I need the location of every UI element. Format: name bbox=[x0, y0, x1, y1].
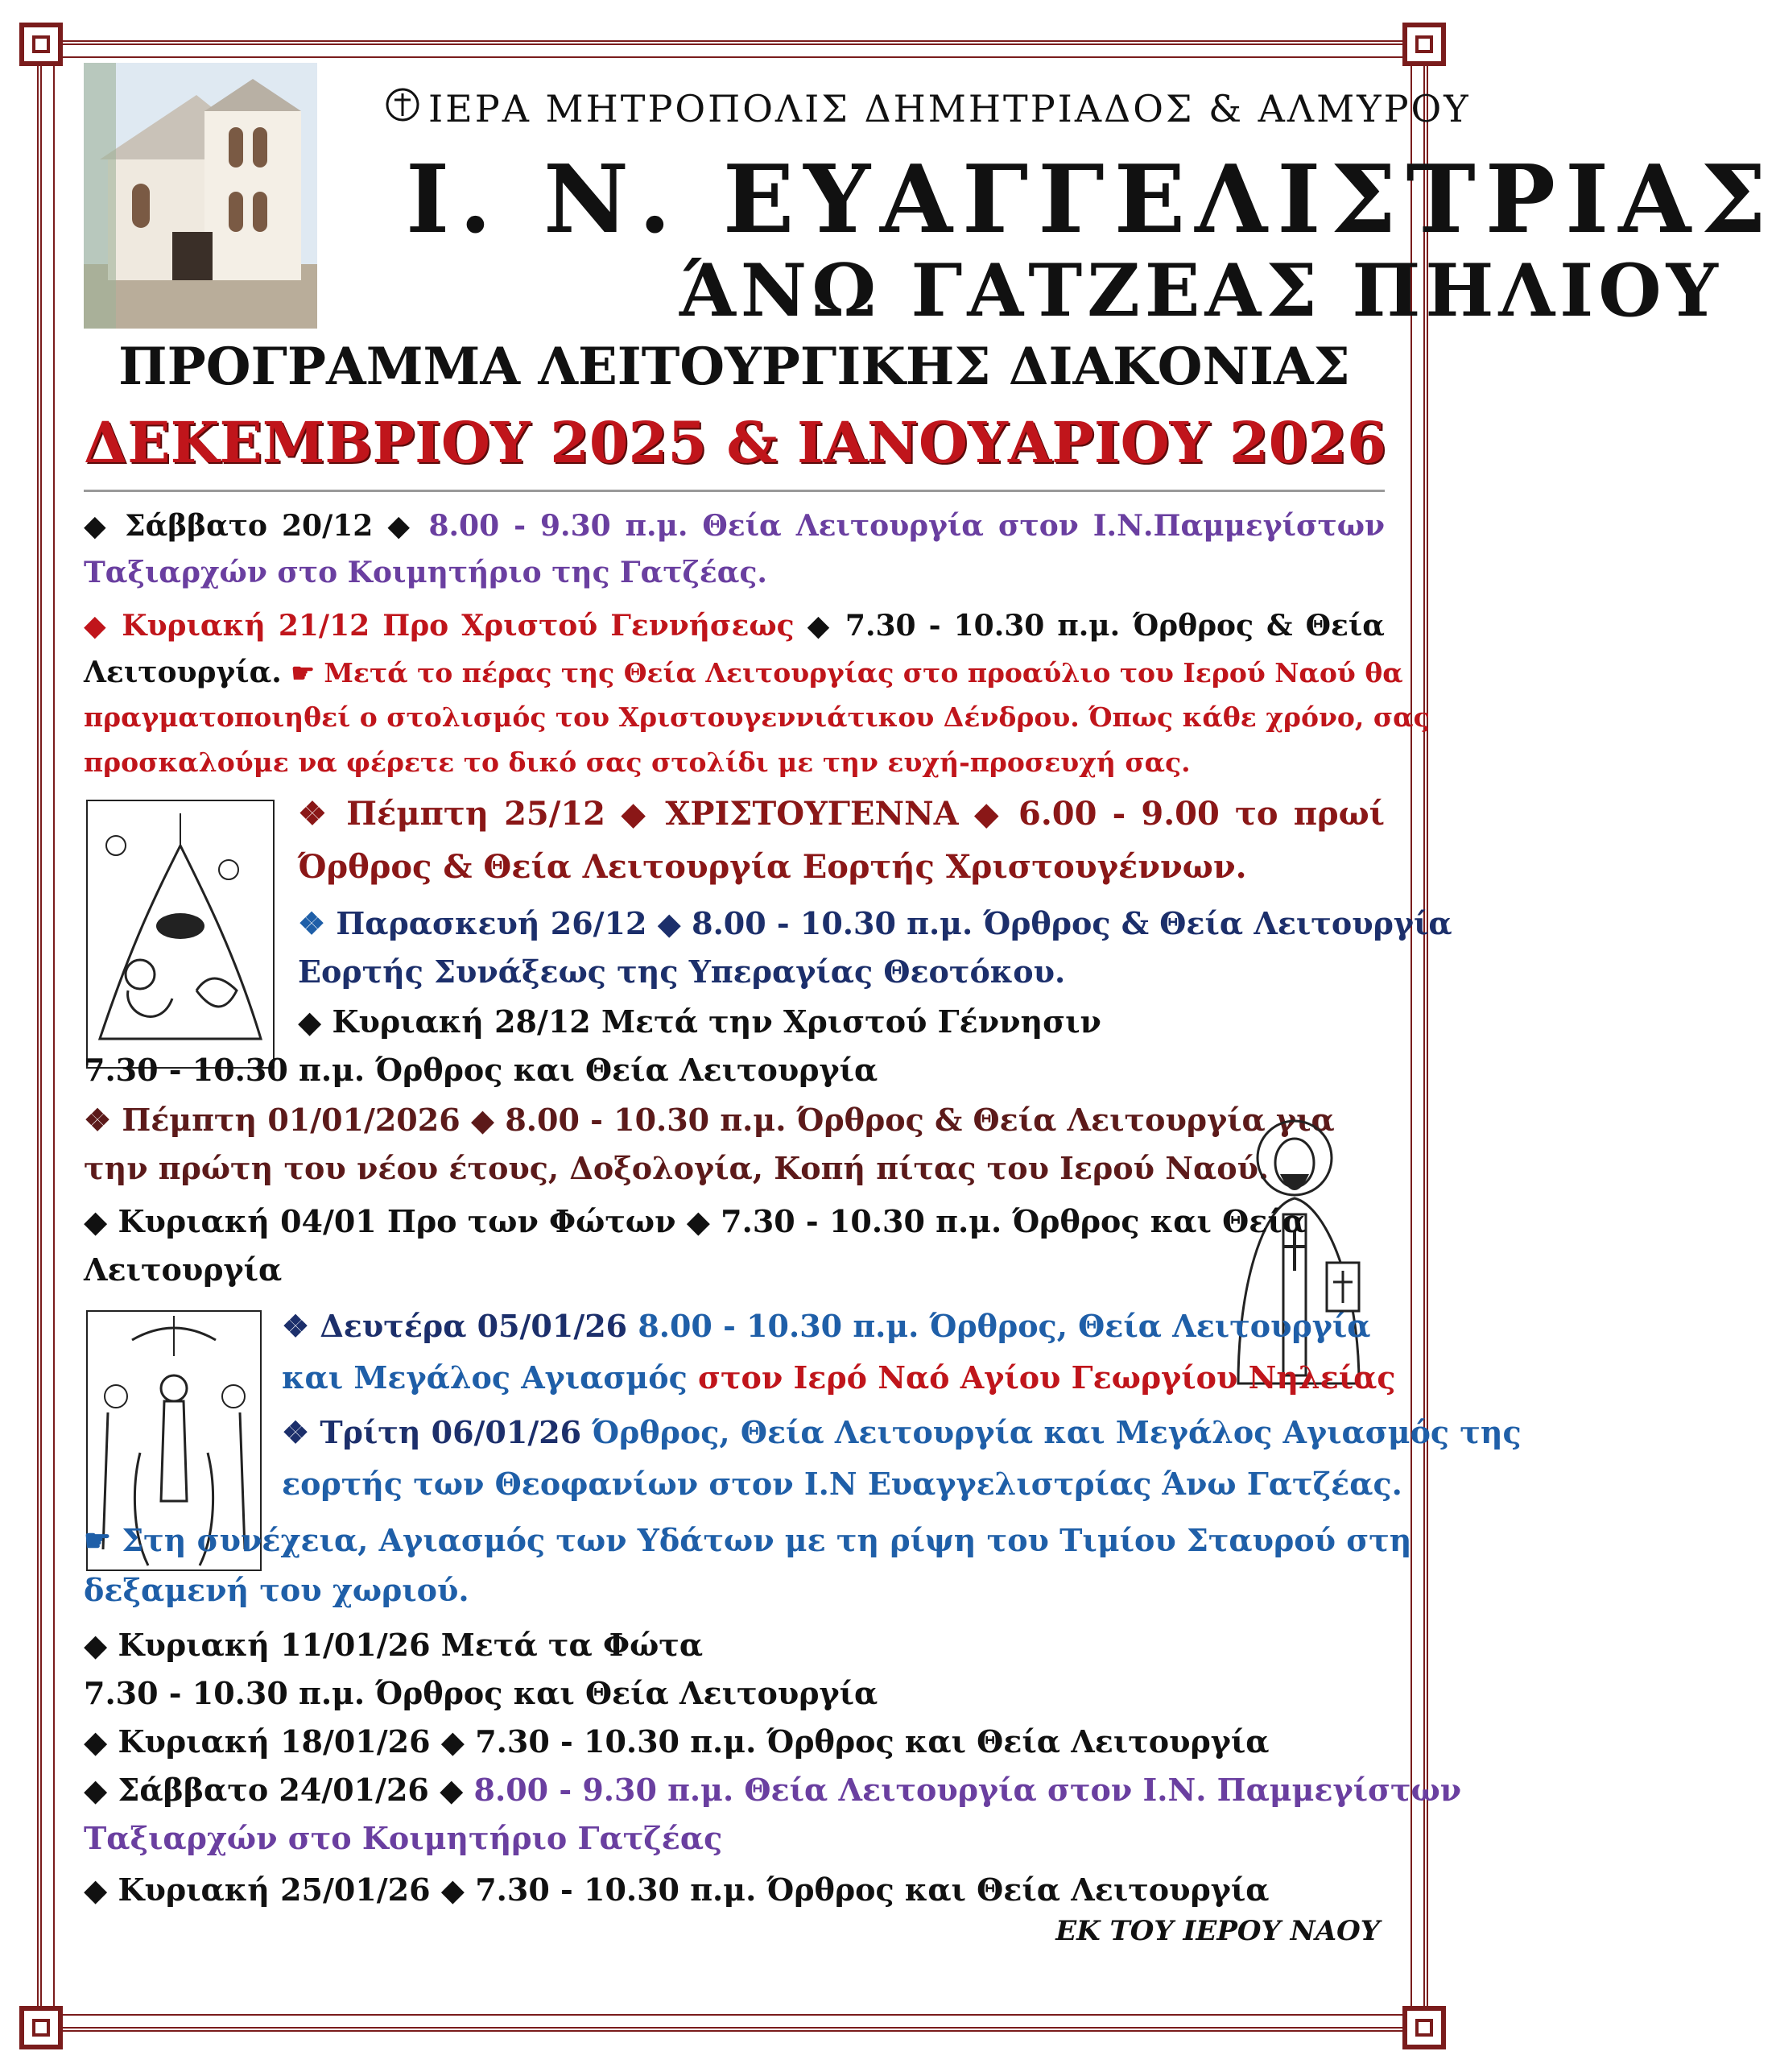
entry-time: 8.00 - 10.30 π.μ. Όρθρος & Θεία Λειτουργία bbox=[692, 905, 1452, 941]
four-diamond-ornament-icon: ❖ bbox=[84, 1102, 112, 1138]
entry-time: 8.00 - 9.30 π.μ. Θεία Λειτουργία στον Ι.Ν. Παμμεγίστων bbox=[473, 1772, 1462, 1808]
entry-text: την πρώτη του νέου έτους, Δοξολογία, Κοπή πίτας του Ιερού Ναού. bbox=[84, 1150, 1270, 1186]
four-diamond-ornament-icon: ❖ bbox=[298, 905, 326, 941]
schedule-entry-12 bbox=[84, 1718, 1269, 1765]
diamond-bullet-icon: ◆ bbox=[657, 905, 681, 941]
entry-note: Μετά το πέρας της Θεία Λειτουργίας στο προαύλιο του Ιερού Ναού θα bbox=[324, 657, 1403, 689]
frame-corner-top-right bbox=[1402, 23, 1446, 66]
entry-time: 7.30 - 10.30 π.μ. Όρθρος και Θεία Λειτουργία bbox=[475, 1871, 1270, 1908]
diamond-bullet-icon: ◆ bbox=[973, 795, 1003, 833]
diamond-bullet-icon: ◆ bbox=[84, 609, 109, 643]
schedule-entry-8-line-1 bbox=[282, 1303, 1370, 1350]
entry-text: Λειτουργία. bbox=[84, 656, 282, 689]
entry-text: εορτής των Θεοφανίων στον Ι.Ν Ευαγγελιστρίας Άνω Γατζέας. bbox=[282, 1466, 1402, 1502]
entry-note: προσκαλούμε να φέρετε το δικό σας στολίδι με την ευχή-προσευχή σας. bbox=[84, 746, 1191, 778]
entry-text: 8.00 - 9.30 π.μ. Θεία Λειτουργία στον Ι.Ν.Παμμεγίστων bbox=[428, 509, 1385, 543]
entry-text: Ταξιαρχών στο Κοιμητήριο της Γατζέας. bbox=[84, 556, 767, 589]
entry-day: Κυριακή 25/01/26 bbox=[118, 1871, 431, 1908]
schedule-entry-3-line-1 bbox=[298, 788, 1385, 841]
diamond-bullet-icon: ◆ bbox=[84, 1772, 108, 1808]
diamond-bullet-icon: ◆ bbox=[84, 1723, 108, 1760]
entry-day: Σάββατο 24/01/26 bbox=[118, 1772, 429, 1808]
entry-text: και Μεγάλος Αγιασμός bbox=[282, 1359, 688, 1396]
footer-signature: ΕΚ ΤΟΥ ΙΕΡΟΥ ΝΑΟΥ bbox=[1055, 1915, 1380, 1947]
diamond-bullet-icon: ◆ bbox=[621, 795, 651, 833]
diamond-bullet-icon: ◆ bbox=[440, 1772, 464, 1808]
entry-text: 7.30 - 10.30 π.μ. Όρθρος και Θεία Λειτουργία bbox=[84, 1052, 878, 1088]
entry-text: Όρθρος, Θεία Λειτουργία και Μεγάλος Αγιασμός της bbox=[592, 1414, 1522, 1450]
frame-corner-bottom-left bbox=[19, 2006, 63, 2049]
entry-text: Όρθρος & Θεία Λειτουργία Εορτής Χριστουγέννων. bbox=[298, 848, 1247, 886]
schedule-entry-6-line-1 bbox=[84, 1097, 1335, 1144]
schedule-entry-1-line-1 bbox=[84, 502, 1385, 549]
entry-feast: ΧΡΙΣΤΟΥΓΕΝΝΑ bbox=[665, 795, 959, 833]
entry-day: Δευτέρα 05/01/26 bbox=[320, 1308, 628, 1344]
diamond-bullet-icon: ◆ bbox=[686, 1203, 710, 1239]
schedule-entry-8-line-2 bbox=[282, 1354, 1395, 1401]
church-location: ΆΝΩ ΓΑΤΖΕΑΣ ΠΗΛΙΟΥ bbox=[679, 248, 1723, 333]
entry-time: 6.00 - 9.00 το πρωί bbox=[1018, 795, 1386, 833]
schedule-entry-2-line-2 bbox=[84, 649, 1403, 697]
entry-day: Κυριακή 18/01/26 bbox=[118, 1723, 431, 1760]
entry-time: 8.00 - 10.30 π.μ. Όρθρος & Θεία Λειτουργία για bbox=[505, 1102, 1335, 1138]
schedule-entry-11-line-1 bbox=[84, 1622, 703, 1669]
entry-time: 7.30 - 10.30 π.μ. Όρθρος & Θεία bbox=[845, 609, 1385, 643]
entry-note: πραγματοποιηθεί ο στολισμός του Χριστουγεννιάτικου Δένδρου. Όπως κάθε χρόνο, σας bbox=[84, 701, 1430, 733]
diamond-bullet-icon: ◆ bbox=[440, 1871, 465, 1908]
entry-text: 7.30 - 10.30 π.μ. Όρθρος και Θεία Λειτουργία bbox=[84, 1675, 878, 1711]
entry-day: Κυριακή 04/01 Προ των Φώτων bbox=[118, 1203, 676, 1239]
program-period: ΔΕΚΕΜΒΡΙΟΥ 2025 & ΙΑΝΟΥΑΡΙΟΥ 2026 bbox=[84, 409, 1386, 476]
entry-day: Σάββατο 20/12 bbox=[125, 509, 374, 543]
four-diamond-ornament-icon: ❖ bbox=[282, 1414, 310, 1450]
entry-time: 7.30 - 10.30 π.μ. Όρθρος και Θεία Λειτουργία bbox=[475, 1723, 1270, 1760]
entry-day: Πέμπτη 01/01/2026 bbox=[122, 1102, 461, 1138]
schedule-entry-5-line-1 bbox=[298, 999, 1101, 1045]
entry-text: Εορτής Συνάξεως της Υπεραγίας Θεοτόκου. bbox=[298, 953, 1066, 990]
schedule-entry-14 bbox=[84, 1867, 1269, 1913]
pointing-hand-icon: ☛ bbox=[84, 1522, 112, 1558]
schedule-entry-4-line-1 bbox=[298, 900, 1452, 947]
entry-day: Κυριακή 11/01/26 Μετά τα Φώτα bbox=[118, 1627, 704, 1663]
diamond-bullet-icon: ◆ bbox=[84, 1871, 108, 1908]
diamond-bullet-icon: ◆ bbox=[84, 1203, 108, 1239]
diamond-bullet-icon: ◆ bbox=[387, 509, 415, 543]
diamond-bullet-icon: ◆ bbox=[298, 1003, 322, 1040]
frame-corner-bottom-right bbox=[1402, 2006, 1446, 2049]
header-divider bbox=[84, 490, 1385, 492]
metropolis-name: ΙΕΡΑ ΜΗΤΡΟΠΟΛΙΣ ΔΗΜΗΤΡΙΑΔΟΣ & ΑΛΜΥΡΟΥ bbox=[428, 87, 1471, 130]
schedule-entry-9-line-1 bbox=[282, 1409, 1522, 1456]
church-photo bbox=[84, 63, 317, 329]
entry-text: δεξαμενή του χωριού. bbox=[84, 1572, 469, 1608]
diamond-bullet-icon: ◆ bbox=[84, 509, 111, 543]
nativity-icon bbox=[84, 797, 277, 1071]
schedule-entry-10-line-1 bbox=[84, 1517, 1412, 1564]
diamond-bullet-icon: ◆ bbox=[807, 609, 832, 643]
diamond-bullet-icon: ◆ bbox=[440, 1723, 465, 1760]
schedule-entry-7-line-1 bbox=[84, 1198, 1306, 1245]
diamond-bullet-icon: ◆ bbox=[84, 1627, 108, 1663]
diamond-bullet-icon: ◆ bbox=[470, 1102, 495, 1138]
pointing-hand-icon: ☛ bbox=[291, 657, 315, 689]
entry-day: Τρίτη 06/01/26 bbox=[320, 1414, 582, 1450]
schedule-entry-13-line-1 bbox=[84, 1767, 1462, 1814]
entry-day: Κυριακή 28/12 Μετά την Χριστού Γέννησιν bbox=[332, 1003, 1101, 1040]
schedule-entry-2-line-1 bbox=[84, 602, 1385, 649]
entry-day: Κυριακή 21/12 Προ Χριστού Γεννήσεως bbox=[122, 609, 795, 643]
entry-text: Ταξιαρχών στο Κοιμητήριο Γατζέας bbox=[84, 1820, 723, 1856]
program-title: ΠΡΟΓΡΑΜΜΑ ΛΕΙΤΟΥΡΓΙΚΗΣ ΔΙΑΚΟΝΙΑΣ bbox=[118, 337, 1350, 397]
frame-corner-top-left bbox=[19, 23, 63, 66]
entry-location: στον Ιερό Ναό Αγίου Γεωργίου Νηλείας bbox=[697, 1359, 1396, 1396]
four-diamond-ornament-icon: ❖ bbox=[282, 1308, 310, 1344]
entry-time: 8.00 - 10.30 π.μ. Όρθρος, Θεία Λειτουργία bbox=[638, 1308, 1371, 1344]
entry-text: Λειτουργία bbox=[84, 1251, 283, 1288]
entry-day: Πέμπτη 25/12 bbox=[346, 795, 606, 833]
church-name: Ι. Ν. ΕΥΑΓΓΕΛΙΣΤΡΙΑΣ bbox=[406, 145, 1776, 254]
metropolis-seal-icon bbox=[385, 87, 420, 122]
four-diamond-ornament-icon: ❖ bbox=[298, 795, 332, 833]
entry-day: Παρασκευή 26/12 bbox=[336, 905, 647, 941]
entry-time: 7.30 - 10.30 π.μ. Όρθρος και Θεία bbox=[721, 1203, 1306, 1239]
entry-text: Στη συνέχεια, Αγιασμός των Υδάτων με τη ρίψη του Τιμίου Σταυρού στη bbox=[122, 1522, 1412, 1558]
